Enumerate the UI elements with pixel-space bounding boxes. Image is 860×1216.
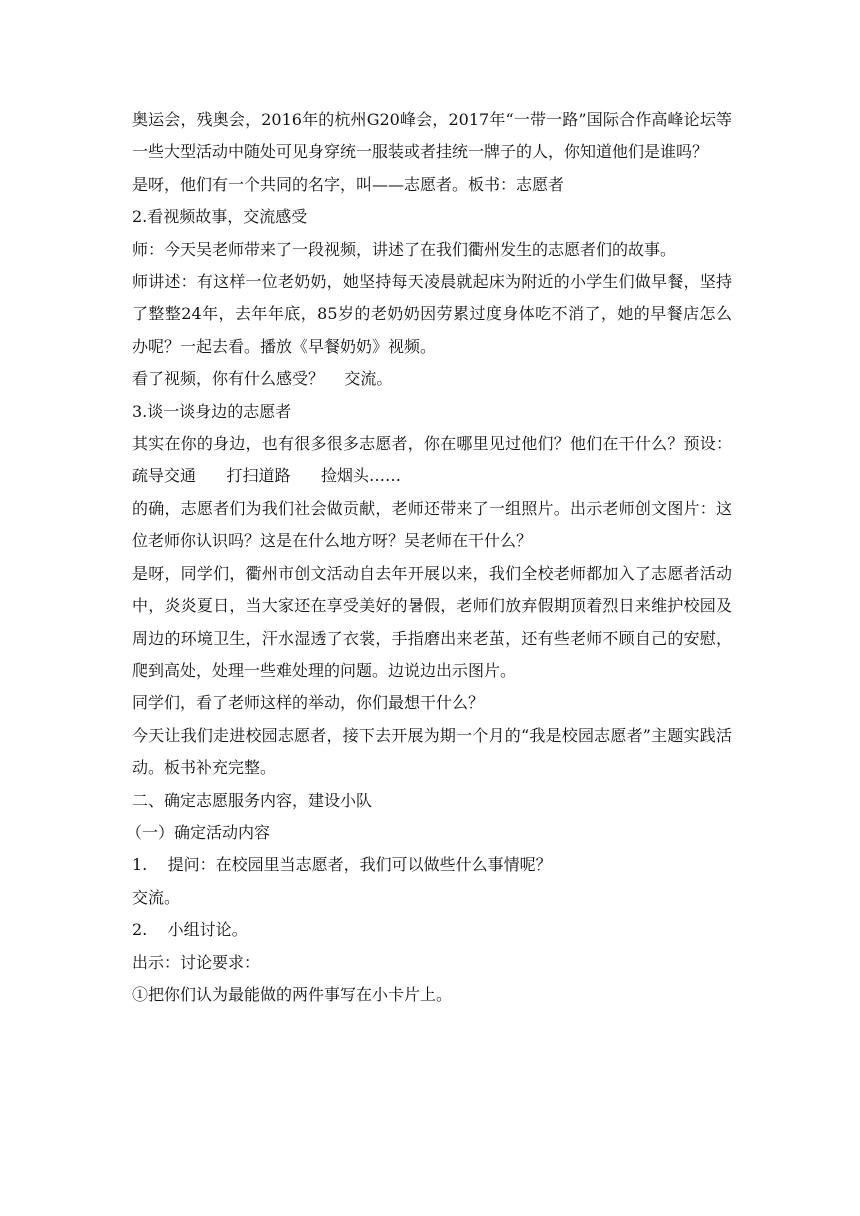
section-heading-service-content: 二、确定志愿服务内容，建设小队 bbox=[132, 790, 373, 810]
paragraph-common-name: 是呀，他们有一个共同的名字，叫——志愿者。板书：志愿者 bbox=[132, 174, 565, 194]
paragraph-teacher-video: 师：今天吴老师带来了一段视频，讲述了在我们衢州发生的志愿者们的故事。 bbox=[132, 239, 677, 259]
paragraph-photos: 的确，志愿者们为我们社会做贡献，老师还带来了一组照片。出示老师创文图片：这位老师你认识吗？这是在什么地方呀？吴老师在干什么？ bbox=[132, 498, 732, 551]
paragraph-breakfast-grandma: 师讲述：有这样一位老奶奶，她坚持每天凌晨就起床为附近的小学生们做早餐，坚持了整整24年，去年年底，85岁的老奶奶因劳累过度身体吃不消了，她的早餐店怎么办呢？一起去看。播放《早餐奶奶》视频。 bbox=[132, 272, 732, 356]
section-heading-nearby-volunteers: 3.谈一谈身边的志愿者 bbox=[132, 401, 292, 421]
section-heading-watch-video: 2.看视频故事，交流感受 bbox=[132, 207, 308, 227]
paragraph-olympics-volunteers: 奥运会，残奥会，2016年的杭州G20峰会，2017年“一带一路”国际合作高峰论坛等一些大型活动中随处可见身穿统一服装或者挂统一牌子的人，你知道他们是谁吗？ bbox=[132, 110, 732, 162]
paragraph-where-seen: 其实在你的身边，也有很多很多志愿者，你在哪里见过他们？他们在干什么？预设：疏导交通 打扫道路 捡烟头…… bbox=[132, 434, 732, 486]
document-body bbox=[126, 104, 732, 1011]
list-item-group-discussion: 2. 小组讨论。 bbox=[132, 920, 248, 940]
subheading-activity-content: （一）确定活动内容 bbox=[126, 822, 271, 842]
paragraph-teachers-volunteering: 是呀，同学们，衢州市创文活动自去年开展以来，我们全校老师都加入了志愿者活动中，炎炎夏日，当大家还在享受美好的暑假，老师们放弃假期顶着烈日来维护校园及周边的环境卫生，汗水湿透了衣裳，手指磨出来老茧，还有些老师不顾自己的安慰，爬到高处，处理一些难处理的问题。边说边出示图片。 bbox=[132, 563, 732, 680]
list-item-write-card: ①把你们认为最能做的两件事写在小卡片上。 bbox=[132, 984, 453, 1004]
paragraph-what-to-do: 同学们，看了老师这样的举动，你们最想干什么？ bbox=[132, 693, 485, 713]
paragraph-discussion-requirements: 出示：讨论要求： bbox=[132, 952, 261, 972]
paragraph-campus-volunteer: 今天让我们走进校园志愿者，接下去开展为期一个月的“我是校园志愿者”主题实践活动。板书补充完整。 bbox=[132, 725, 732, 778]
list-item-question: 1. 提问：在校园里当志愿者，我们可以做些什么事情呢？ bbox=[132, 855, 552, 875]
paragraph-exchange: 交流。 bbox=[132, 887, 181, 907]
paragraph-feelings: 看了视频，你有什么感受？ 交流。 bbox=[132, 369, 393, 389]
